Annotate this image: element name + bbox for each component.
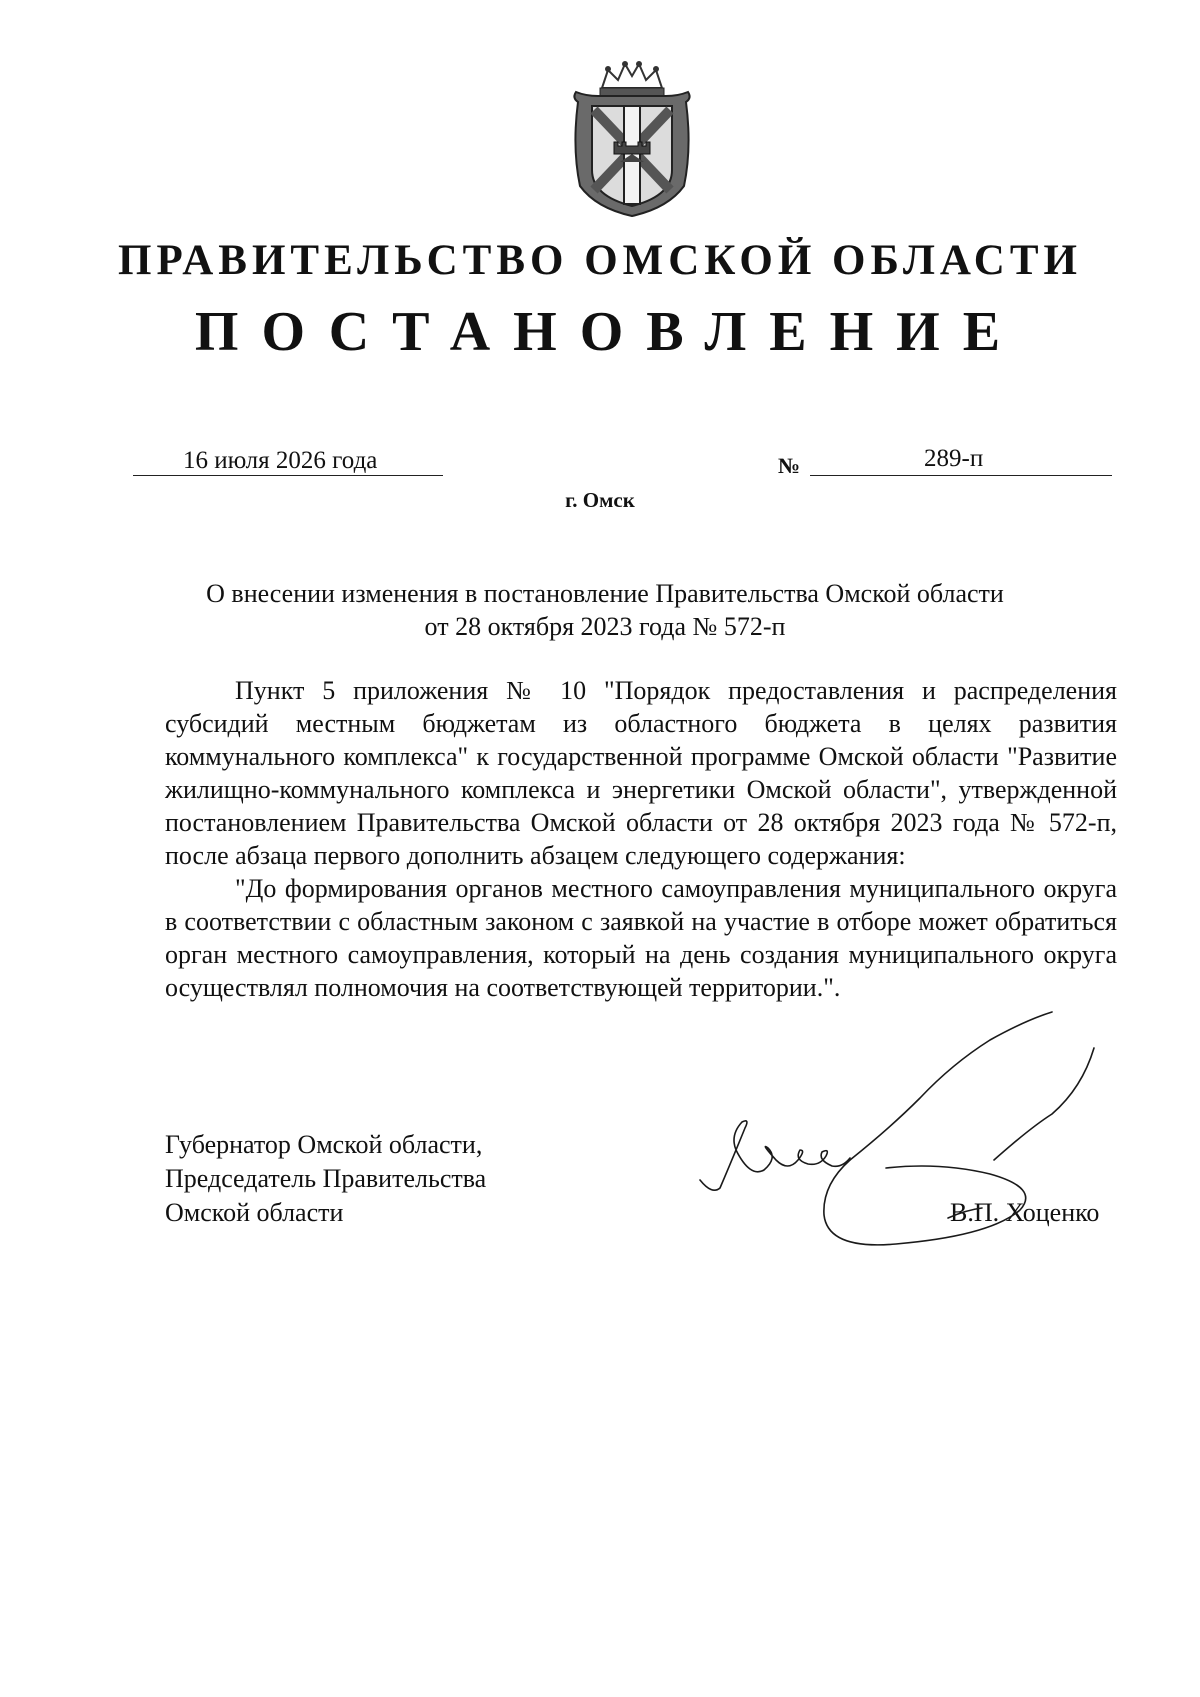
signatory-position (165, 1128, 585, 1230)
subject-line: от 28 октября 2023 года № 572-п (424, 612, 786, 641)
date-field (133, 447, 443, 476)
position-line: Омской области (165, 1198, 344, 1227)
body-paragraph: "До формирования органов местного самоуправления муниципального округа в соответствии с областным законом с заявкой на участие в отборе может обратиться орган местного самоуправления, который на день создания муниципального округа осуществлял полномочия на соответствующей территории.". (165, 874, 1117, 1002)
position-line: Председатель Правительства (165, 1164, 487, 1193)
subject-line: О внесении изменения в постановление Правительства Омской области (206, 579, 1004, 608)
body-paragraph: Пункт 5 приложения № 10 "Порядок предоставления и распределения субсидий местным бюджетам из областного бюджета в целях развития коммунального комплекса" к государственной программе Омской области "Развитие жилищно-коммунального комплекса и энергетики Омской области", утвержденной постановлением Правительства Омской области от 28 октября 2023 года № 572-п, после абзаца первого дополнить абзацем следующего содержания: (165, 676, 1117, 870)
omsk-coat-of-arms-icon (568, 58, 696, 218)
position-line: Губернатор Омской области, (165, 1130, 483, 1159)
document-type-title: ПОСТАНОВЛЕНИЕ (194, 301, 1024, 363)
signatory-name: В.П. Хоценко (950, 1198, 1100, 1227)
city-label: г. Омск (565, 488, 635, 512)
document-body (165, 674, 1117, 1004)
document-subject (180, 577, 1030, 643)
document-date: 16 июля 2026 года (183, 447, 378, 474)
number-field (810, 445, 1112, 476)
organization-title: ПРАВИТЕЛЬСТВО ОМСКОЙ ОБЛАСТИ (118, 237, 1082, 284)
number-label: № (778, 453, 801, 478)
document-number: 289-п (924, 445, 984, 472)
